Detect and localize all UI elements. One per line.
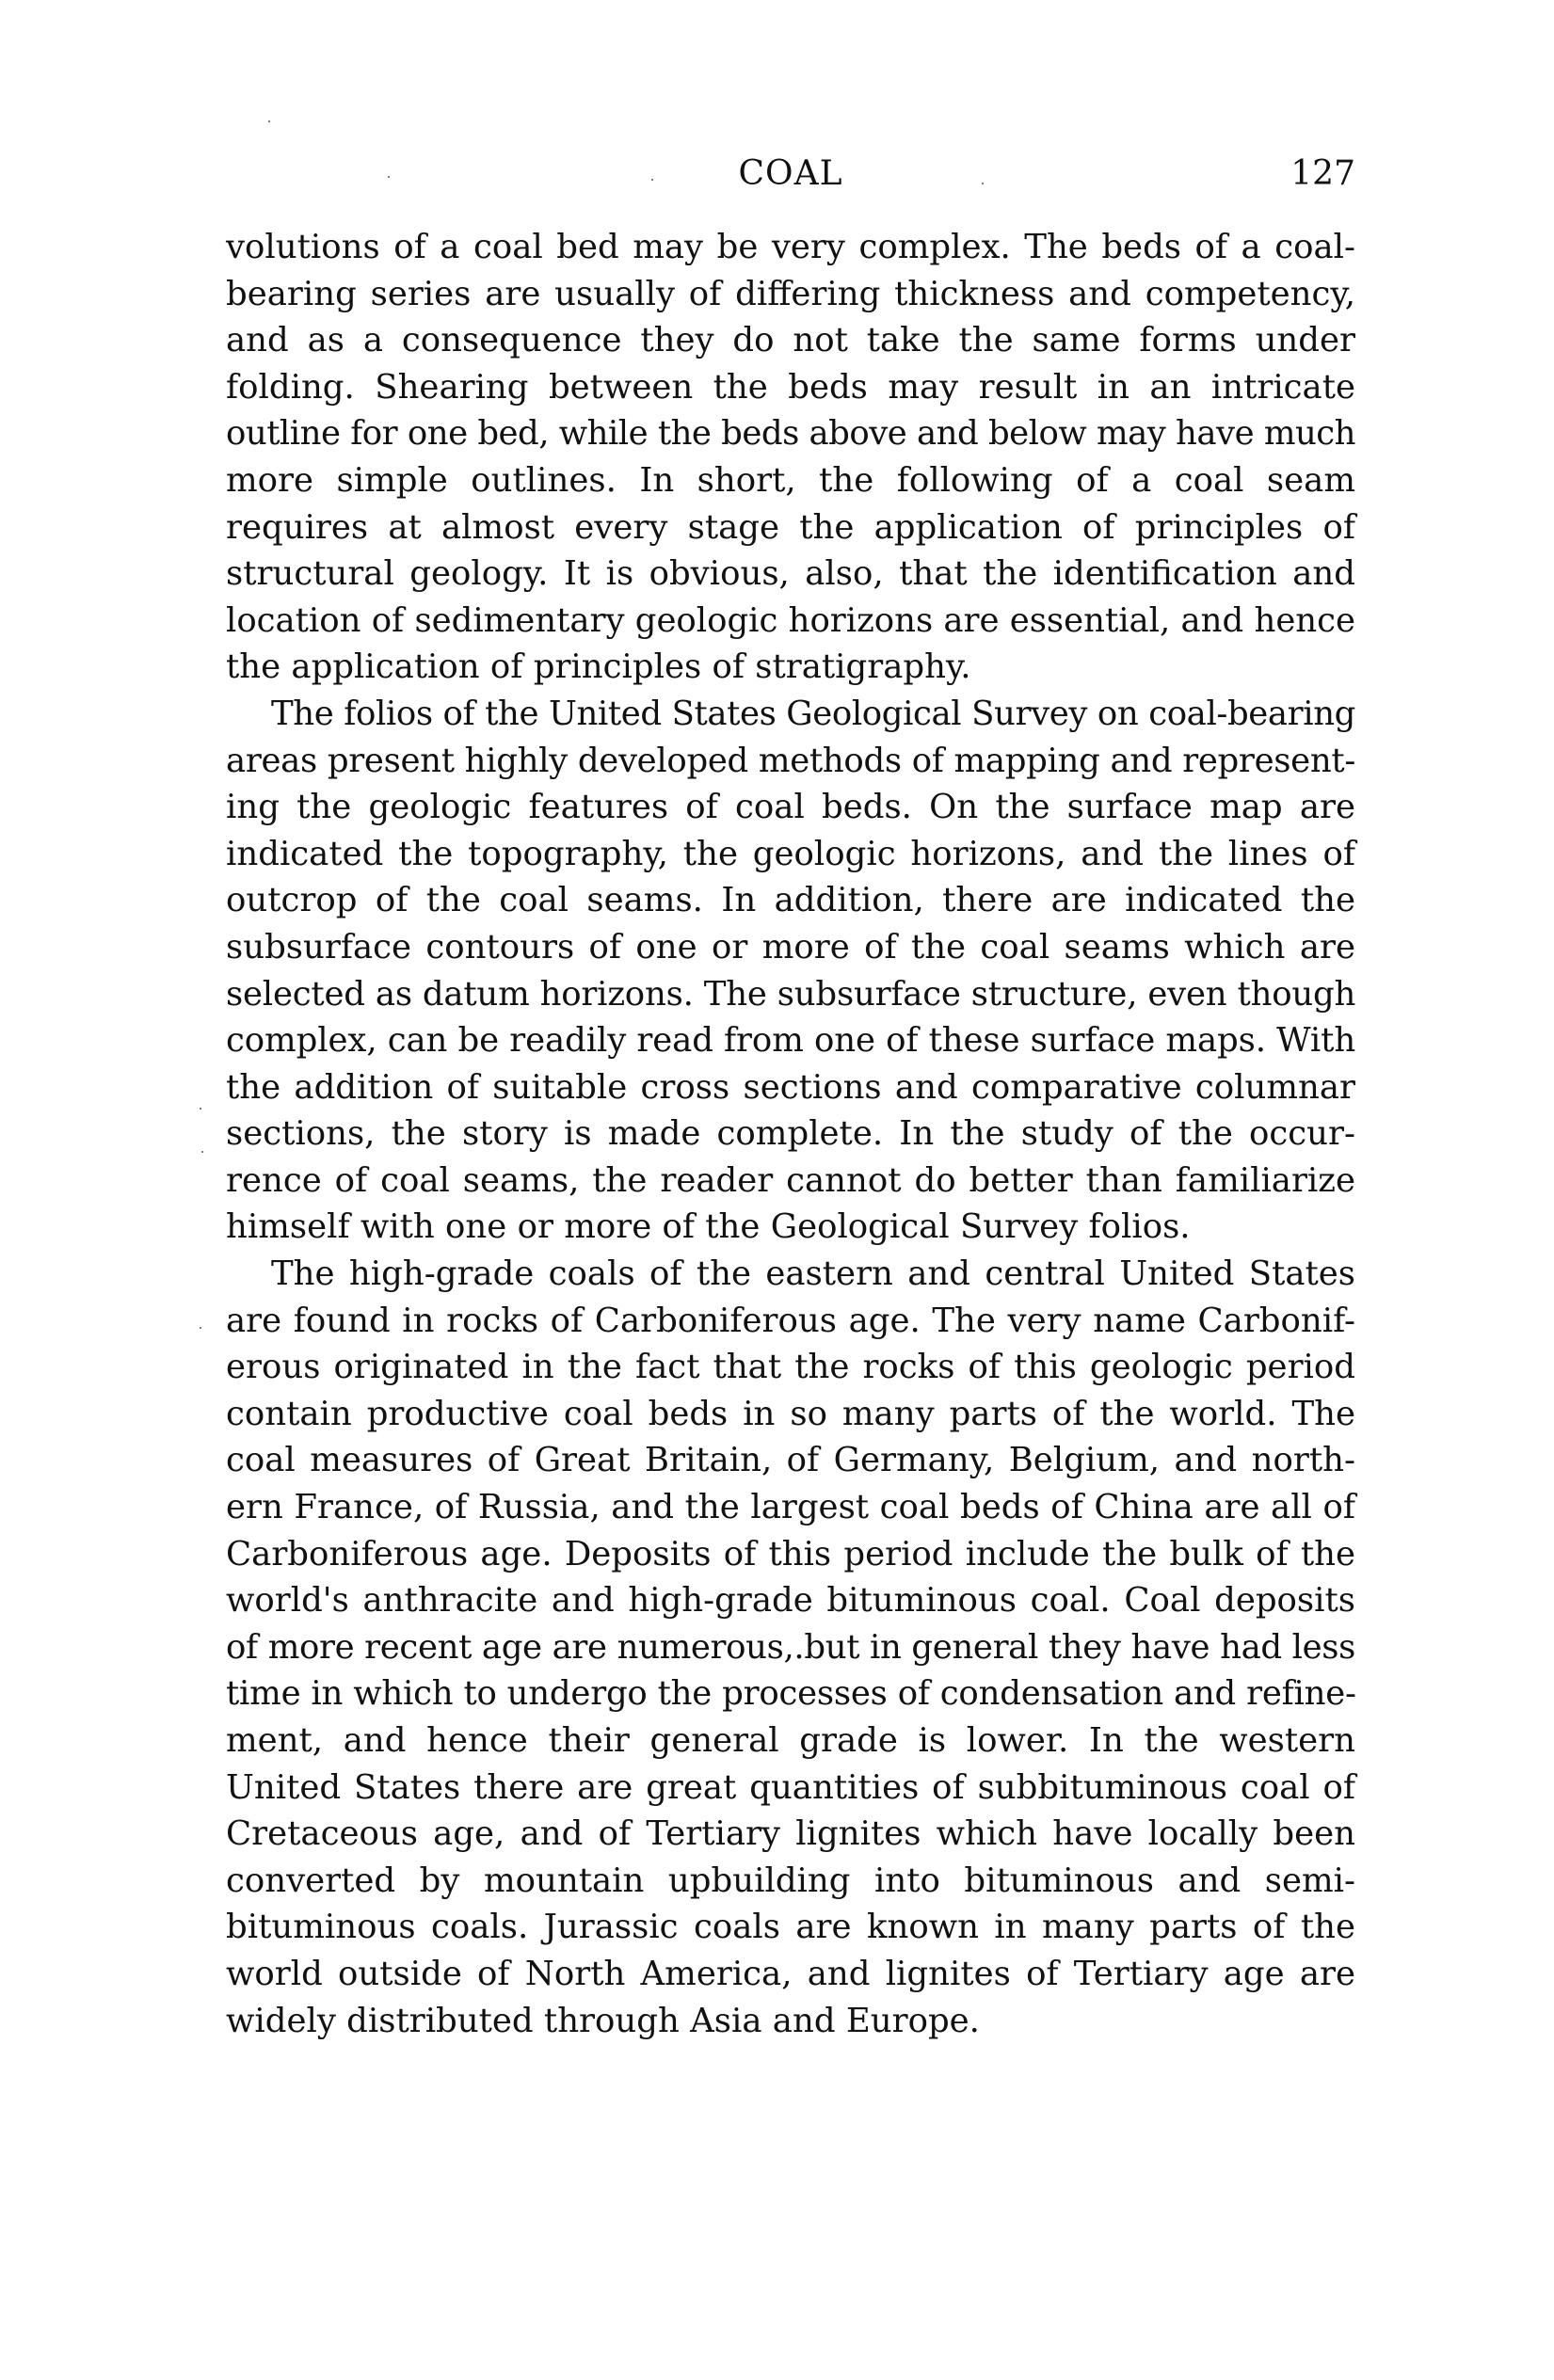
running-head — [226, 151, 1355, 198]
scan-speck — [200, 1327, 201, 1329]
text-line: are found in rocks of Carboniferous age. The very name Carbonif- — [226, 1301, 1355, 1340]
text-line: ing the geologic features of coal beds. On the surface map are — [226, 788, 1355, 827]
text-line: subsurface contours of one or more of the coal seams which are — [226, 927, 1355, 966]
scan-speck — [651, 179, 653, 181]
text-line: erous originated in the fact that the rocks of this geologic period — [226, 1348, 1355, 1387]
text-line: converted by mountain upbuilding into bituminous and semi- — [226, 1861, 1355, 1900]
text-line: sections, the story is made complete. In the study of the occur- — [226, 1114, 1355, 1154]
text-line: widely distributed through Asia and Europe. — [226, 2001, 980, 2040]
body-text — [226, 224, 1355, 2044]
text-line: rence of coal seams, the reader cannot do better than familiarize — [226, 1160, 1355, 1200]
text-line: time in which to undergo the processes of condensation and refine- — [226, 1674, 1356, 1714]
text-line: complex, can be readily read from one of these surface maps. With — [226, 1021, 1356, 1061]
text-line: areas present highly developed methods of mapping and represent- — [226, 741, 1355, 780]
text-line: requires at almost every stage the application of principles of — [226, 507, 1355, 547]
text-line: outline for one bed, while the beds above and below may have much — [226, 414, 1355, 454]
text-line: of more recent age are numerous,.but in general they have had less — [226, 1627, 1355, 1667]
text-line: world's anthracite and high-grade bituminous coal. Coal deposits — [226, 1581, 1355, 1621]
text-line: world outside of North America, and lignites of Tertiary age are — [226, 1954, 1355, 1993]
text-line: Carboniferous age. Deposits of this period include the bulk of the — [226, 1534, 1355, 1573]
text-line: indicated the topography, the geologic horizons, and the lines of — [226, 834, 1355, 873]
text-line: United States there are great quantities of subbituminous coal of — [226, 1767, 1355, 1807]
text-line: Cretaceous age, and of Tertiary lignites which have locally been — [226, 1814, 1355, 1854]
text-line: ment, and hence their general grade is lower. In the western — [226, 1721, 1355, 1760]
scan-speck — [388, 176, 390, 178]
page-number: 127 — [1290, 154, 1355, 193]
text-line: coal measures of Great Britain, of Germany, Belgium, and north- — [226, 1441, 1355, 1480]
text-line: and as a consequence they do not take the same forms under — [226, 321, 1355, 360]
scan-speck — [200, 1108, 201, 1110]
text-line: contain productive coal beds in so many parts of the world. The — [226, 1394, 1355, 1433]
text-line: the addition of suitable cross sections and comparative columnar — [226, 1067, 1355, 1107]
scan-speck — [268, 120, 270, 122]
text-line: the application of principles of stratigraphy. — [226, 647, 971, 687]
text-line: The folios of the United States Geological Survey on coal-bearing — [271, 694, 1355, 733]
text-line: more simple outlines. In short, the following of a coal seam — [226, 460, 1355, 500]
text-line: The high-grade coals of the eastern and central United States — [271, 1254, 1355, 1294]
text-line: volutions of a coal bed may be very complex. The beds of a coal- — [226, 228, 1355, 266]
scan-speck — [982, 183, 984, 184]
text-line: bearing series are usually of differing thickness and competency, — [226, 274, 1355, 313]
paragraph — [226, 1251, 1355, 2044]
text-line: structural geology. It is obvious, also, that the identification and — [226, 554, 1355, 594]
chapter-title: COAL — [738, 154, 843, 193]
paragraph — [226, 224, 1355, 691]
text-line: outcrop of the coal seams. In addition, there are indicated the — [226, 881, 1355, 920]
text-line: selected as datum horizons. The subsurface structure, even though — [226, 974, 1356, 1014]
text-line: folding. Shearing between the beds may result in an intricate — [226, 367, 1355, 407]
paragraph — [226, 691, 1355, 1251]
text-line: ern France, of Russia, and the largest coal beds of China are all of — [226, 1488, 1355, 1527]
scan-speck — [201, 1151, 203, 1153]
text-line: bituminous coals. Jurassic coals are known in many parts of the — [226, 1908, 1355, 1947]
text-line: location of sedimentary geologic horizons are essential, and hence — [226, 600, 1355, 640]
text-line: himself with one or more of the Geological Survey folios. — [226, 1207, 1191, 1247]
